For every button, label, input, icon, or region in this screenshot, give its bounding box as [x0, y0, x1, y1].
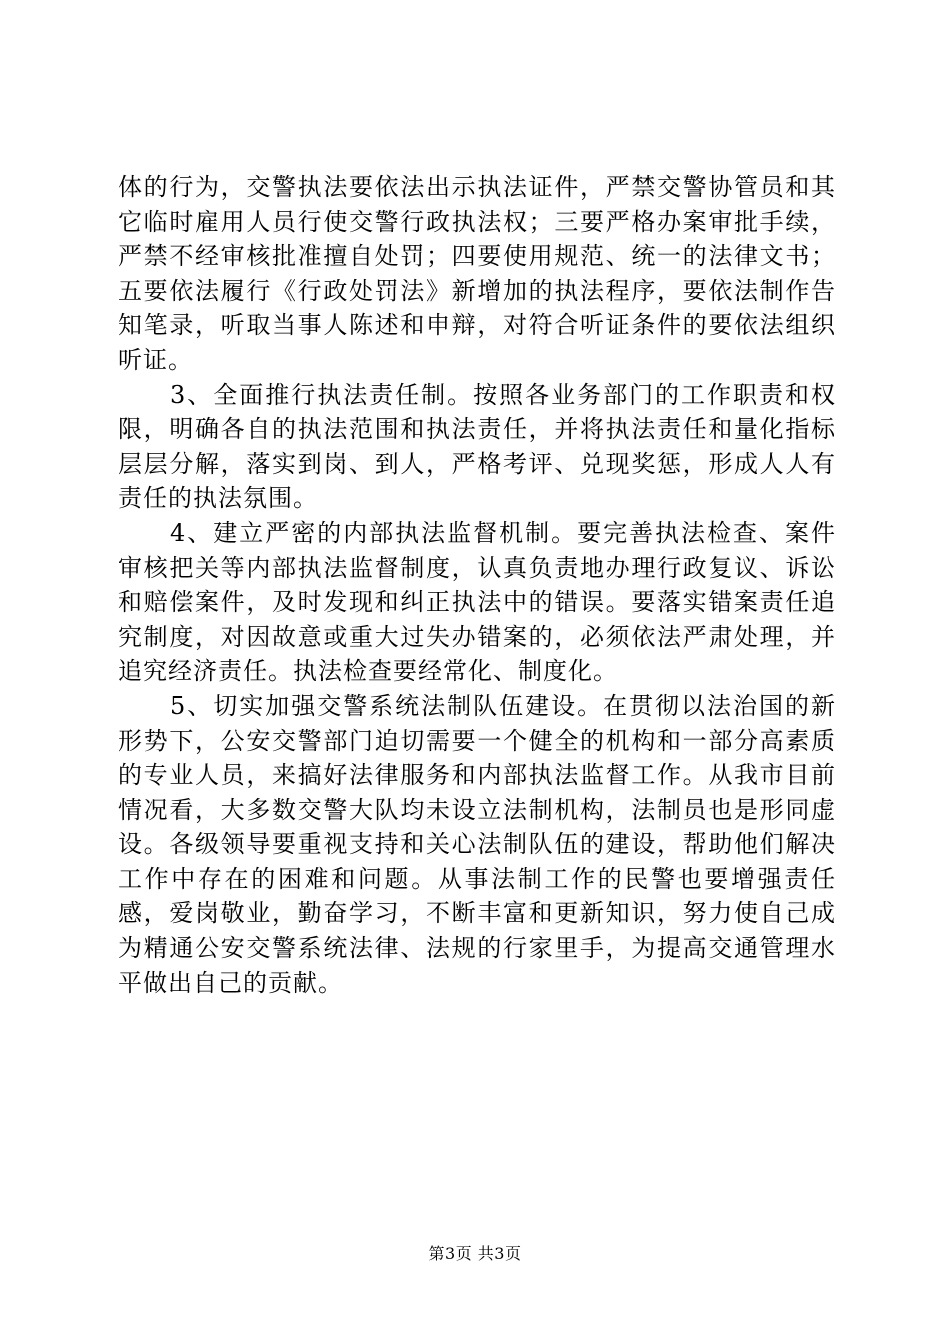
page-footer: 第3页 共3页: [428, 1244, 522, 1263]
document-body: [118, 170, 836, 1000]
paragraph-item-3: 3、全面推行执法责任制。按照各业务部门的工作职责和权限，明确各自的执法范围和执法责任，并将执法责任和量化指标层层分解，落实到岗、到人，严格考评、兑现奖惩，形成人人有责任的执法氛围。: [118, 380, 836, 513]
paragraph-item-5: 5、切实加强交警系统法制队伍建设。在贯彻以法治国的新形势下，公安交警部门迫切需要一个健全的机构和一部分高素质的专业人员，来搞好法律服务和内部执法监督工作。从我市目前情况看，大多数交警大队均未设立法制机构，法制员也是形同虚设。各级领导要重视支持和关心法制队伍的建设，帮助他们解决工作中存在的困难和问题。从事法制工作的民警也要增强责任感，爱岗敬业，勤奋学习，不断丰富和更新知识，努力使自己成为精通公安交警系统法律、法规的行家里手，为提高交通管理水平做出自己的贡献。: [118, 691, 836, 997]
paragraph-continuation: 体的行为，交警执法要依法出示执法证件，严禁交警协管员和其它临时雇用人员行使交警行政执法权；三要严格办案审批手续，严禁不经审核批准擅自处罚；四要使用规范、统一的法律文书；五要依法履行《行政处罚法》新增加的执法程序，要依法制作告知笔录，听取当事人陈述和申辩，对符合听证条件的要依法组织听证。: [118, 173, 836, 374]
paragraph-item-4: 4、建立严密的内部执法监督机制。要完善执法检查、案件审核把关等内部执法监督制度，认真负责地办理行政复议、诉讼和赔偿案件，及时发现和纠正执法中的错误。要落实错案责任追究制度，对因故意或重大过失办错案的，必须依法严肃处理，并追究经济责任。执法检查要经常化、制度化。: [118, 518, 836, 686]
